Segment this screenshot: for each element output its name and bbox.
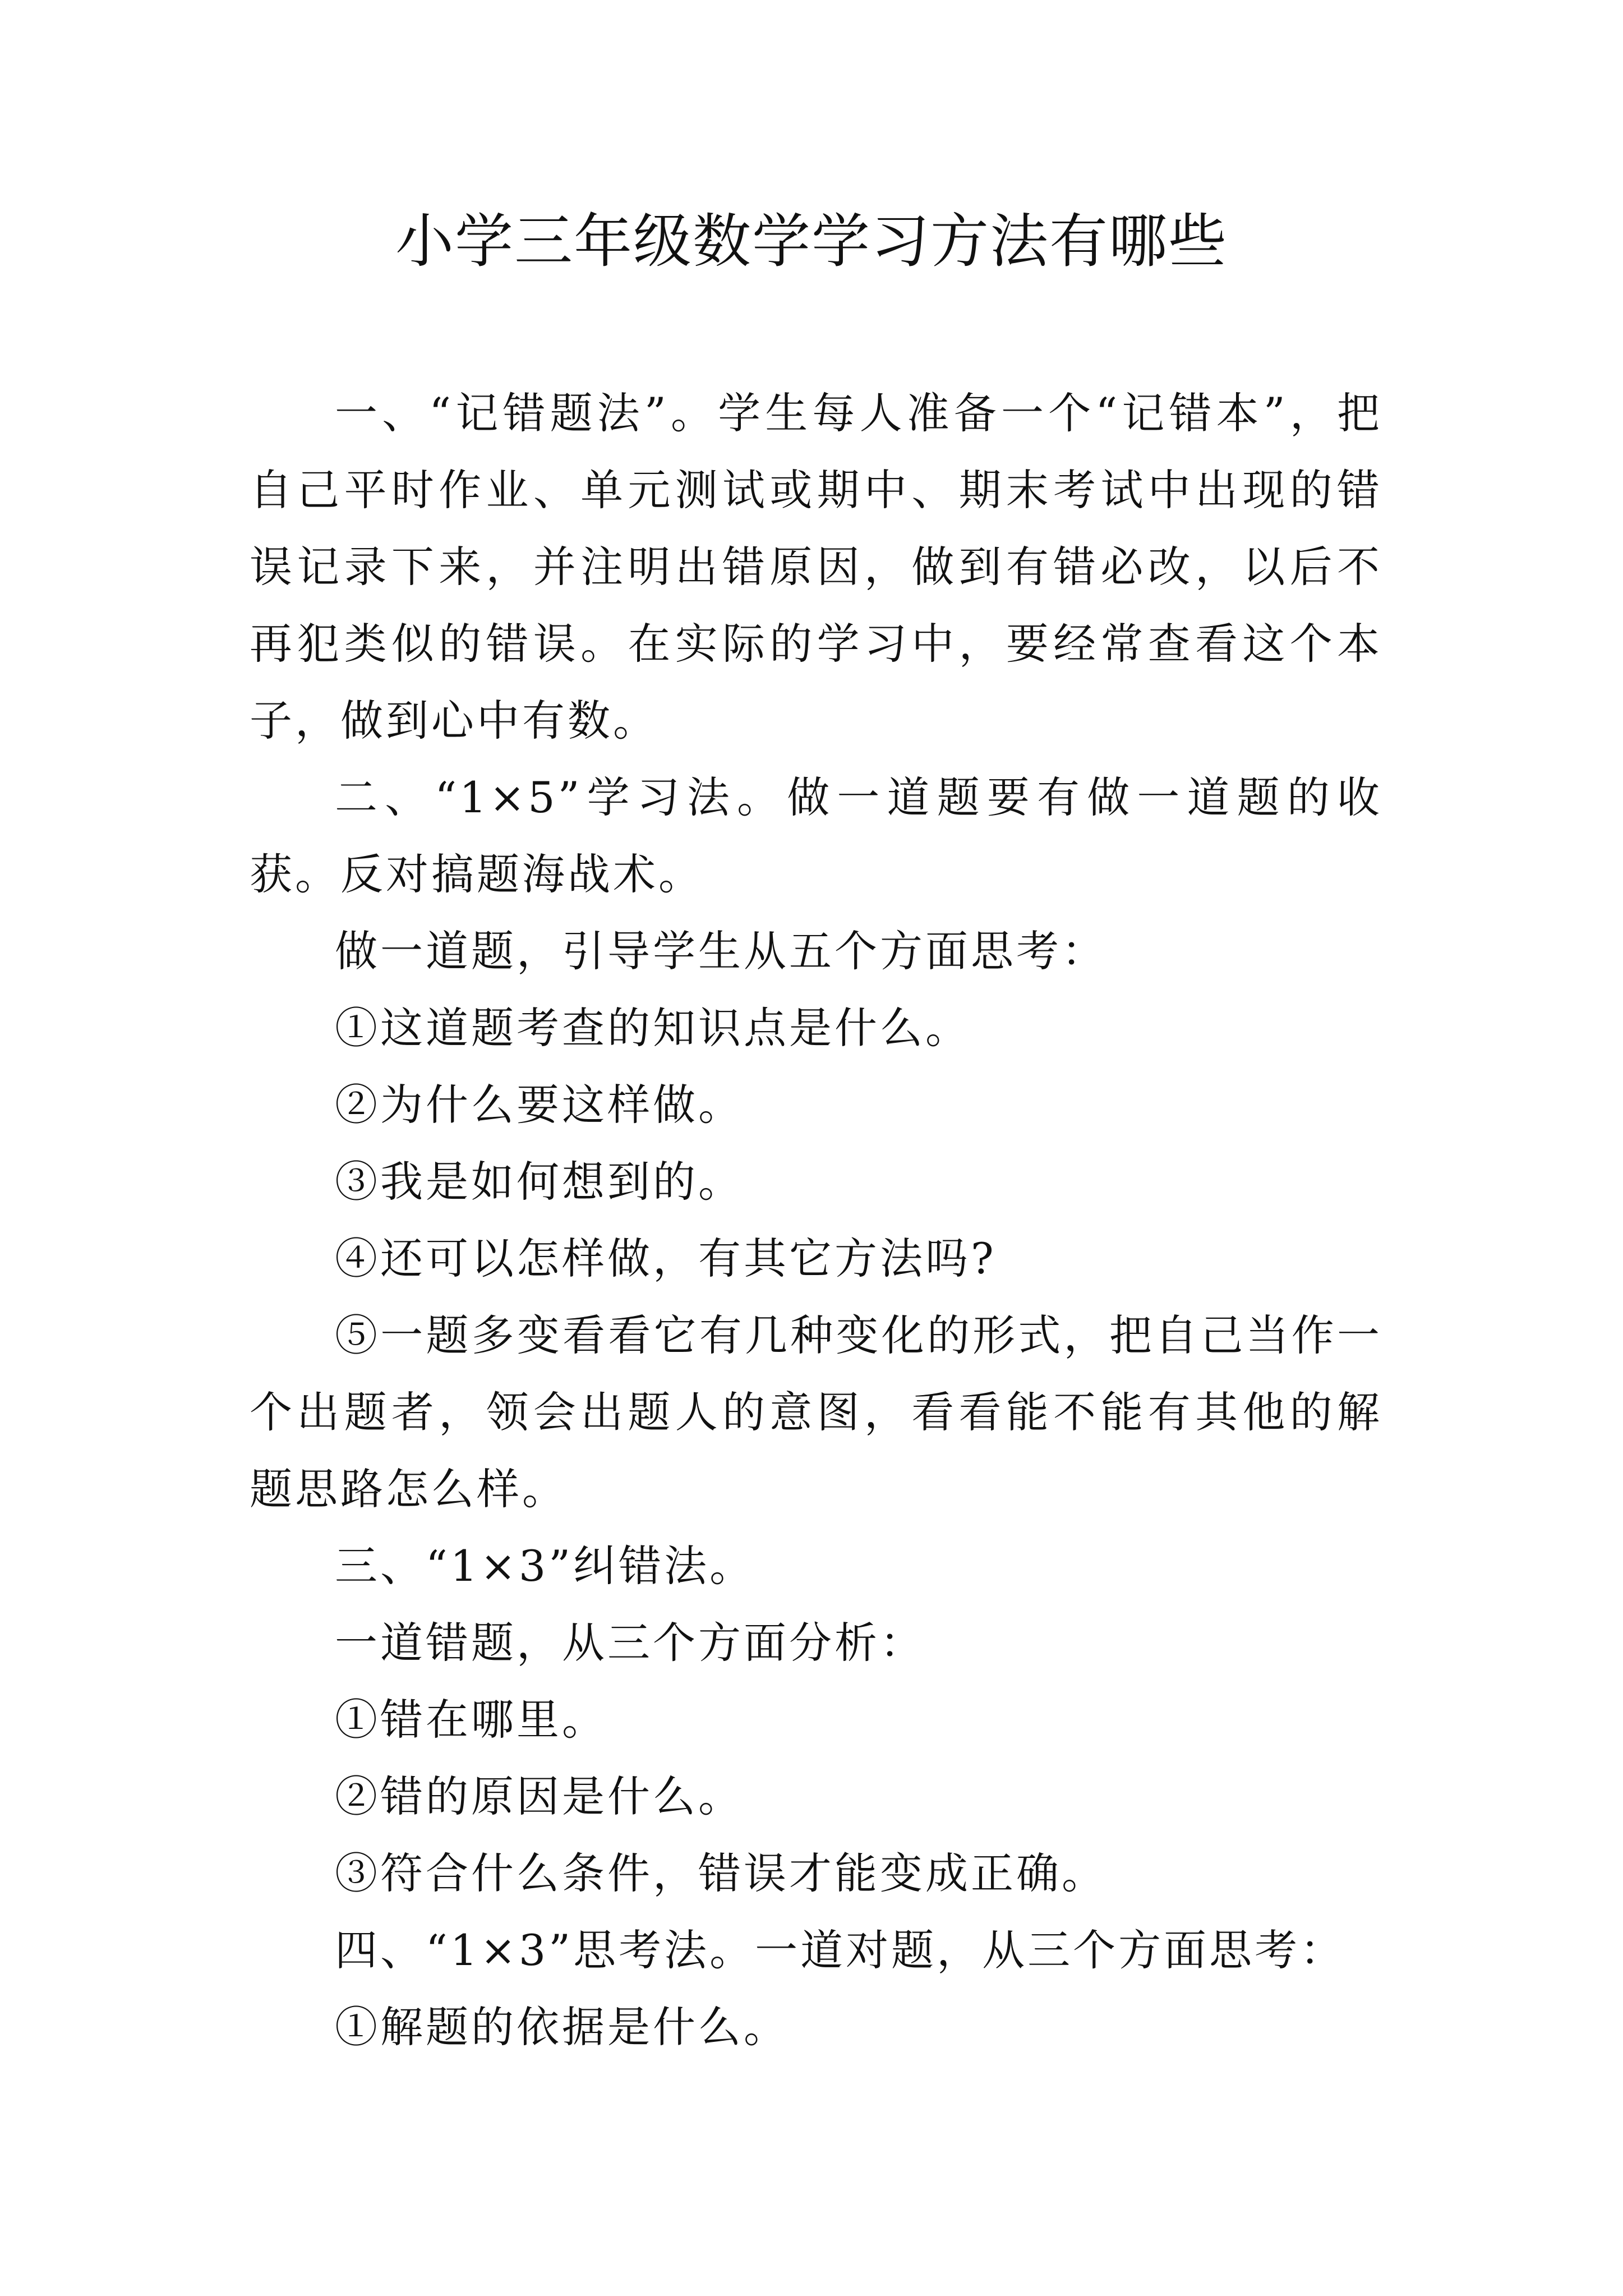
- paragraph-1x3-thinking-method: 四、“1×3”思考法。一道对题，从三个方面思考：: [335, 1925, 1346, 1975]
- list-item-where-wrong: ①错在哪里。: [335, 1695, 607, 1745]
- paragraph-five-aspects-intro: 做一道题，引导学生从五个方面思考：: [335, 926, 1107, 976]
- paragraph-error-notebook-method: 一、“记错题法”。学生每人准备一个“记错本”，把自己平时作业、单元测试或期中、期末考试中出现的错误记录下来，并注明出错原因，做到有错必改，以后不再犯类似的错误。在实际的学习中，要经常查看这个本子，做到心中有数。: [250, 388, 1382, 746]
- list-item-how-i-thought: ③我是如何想到的。: [335, 1157, 744, 1207]
- list-item-basis-of-solution: ①解题的依据是什么。: [335, 2002, 789, 2052]
- list-item-problem-variations: ⑤一题多变看看它有几种变化的形式，把自己当作一个出题者，领会出题人的意图，看看能不能有其他的解题思路怎么样。: [250, 1310, 1382, 1514]
- paragraph-three-aspects-analysis: 一道错题，从三个方面分析：: [335, 1618, 925, 1668]
- list-item-knowledge-point: ①这道题考查的知识点是什么。: [335, 1003, 971, 1053]
- list-item-why-this-way: ②为什么要这样做。: [335, 1080, 744, 1130]
- list-item-conditions-correct: ③符合什么条件，错误才能变成正确。: [335, 1848, 1107, 1898]
- document-body: [250, 375, 1382, 2065]
- list-item-other-methods: ④还可以怎样做，有其它方法吗?: [335, 1234, 997, 1283]
- list-item-why-wrong: ②错的原因是什么。: [335, 1772, 744, 1821]
- paragraph-1x5-learning-method: 二、“1×5”学习法。做一道题要有做一道题的收获。反对搞题海战术。: [250, 772, 1382, 899]
- document-title: 小学三年级数学学习方法有哪些: [395, 207, 1228, 275]
- paragraph-1x3-correction-method: 三、“1×3”纠错法。: [335, 1541, 755, 1591]
